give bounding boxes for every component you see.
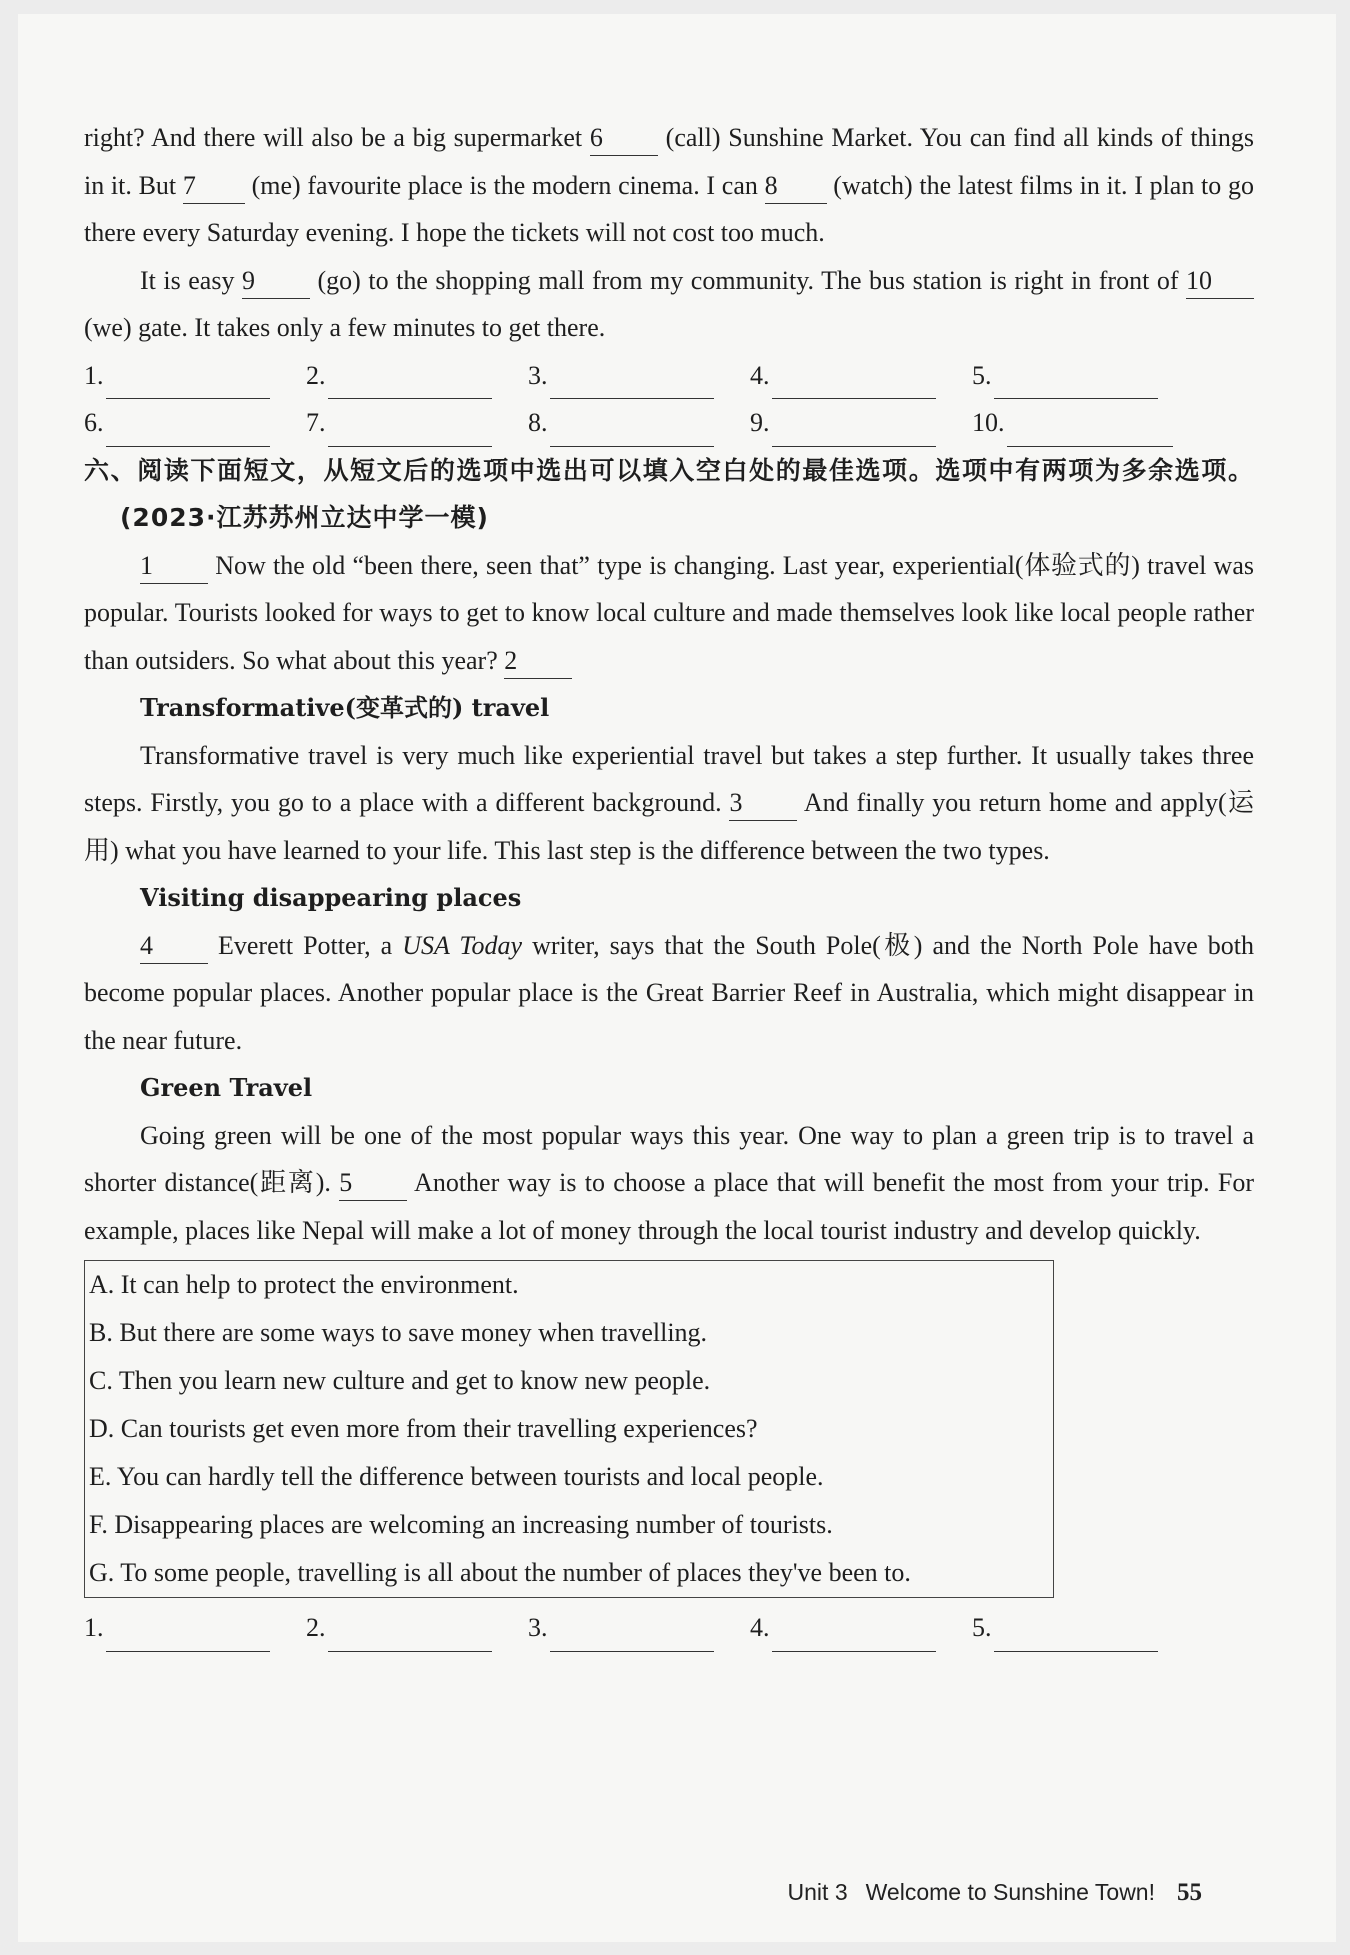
page-content (84, 114, 1254, 1652)
answer-line[interactable] (550, 416, 714, 447)
answer-line[interactable] (106, 368, 270, 399)
passage-paragraph (84, 257, 1254, 352)
answer-line[interactable] (772, 368, 936, 399)
passage-text: (watch) the latest films in it. I plan to go there every Saturday evening. I hope the tickets will not cost too much. (84, 170, 1254, 247)
answer-slot[interactable] (84, 399, 306, 447)
subheading: Transformative(变革式的) travel (140, 693, 550, 722)
answer-slot[interactable] (84, 352, 306, 400)
passage-paragraph (84, 1112, 1254, 1255)
passage-paragraph (84, 542, 1254, 685)
blank-10: 10 (1186, 264, 1254, 299)
answer-line[interactable] (994, 368, 1158, 399)
answer-slot[interactable] (972, 1604, 1194, 1652)
answer-slot[interactable] (972, 352, 1194, 400)
answer-line[interactable] (328, 416, 492, 447)
answer-number: 1. (84, 1613, 104, 1642)
answer-slot[interactable] (528, 352, 750, 400)
blank-4: 4 (140, 929, 208, 964)
option-item: C. Then you learn new culture and get to know new people. (89, 1366, 711, 1395)
passage-text: writer, says that the South Pole(极) and the North Pole have both become popular places. Another popular place is the Great Barrier Reef in Australia, which might disappear in the near future. (84, 930, 1255, 1055)
blank-1: 1 (140, 549, 208, 584)
answer-line[interactable] (550, 1621, 714, 1652)
publication-name: USA Today (402, 930, 523, 960)
answer-number: 9. (750, 408, 770, 437)
answer-number: 5. (972, 360, 992, 390)
page-number: 55 (1177, 1879, 1202, 1906)
page-footer (788, 1879, 1202, 1907)
answer-number: 1. (84, 360, 104, 390)
section-6-title: 六、阅读下面短文，从短文后的选项中选出可以填入空白处的最佳选项。选项中有两项为多余选项。(2023·江苏苏州立达中学一模) (84, 455, 1254, 532)
answer-number: 5. (972, 1613, 992, 1642)
answer-row (84, 1604, 1254, 1652)
footer-unit: Unit 3 (787, 1879, 848, 1905)
answer-line[interactable] (772, 416, 936, 447)
answer-slot[interactable] (306, 352, 528, 400)
passage-text: Another way is to choose a place that will benefit the most from your trip. For example, places like Nepal will make a lot of money through the local tourist industry and develop quickly. (84, 1168, 1255, 1245)
footer-title: Welcome to Sunshine Town! (865, 1879, 1155, 1905)
answer-number: 7. (306, 408, 326, 437)
blank-7: 7 (183, 169, 245, 204)
answer-slot[interactable] (528, 1604, 750, 1652)
answer-line[interactable] (328, 1621, 492, 1652)
option-item: B. But there are some ways to save money when travelling. (89, 1318, 708, 1347)
blank-5: 5 (339, 1166, 407, 1201)
answer-row (84, 352, 1254, 400)
subheading: Visiting disappearing places (140, 883, 522, 912)
answer-number: 4. (750, 360, 770, 390)
answer-line[interactable] (328, 368, 492, 399)
blank-6: 6 (590, 121, 658, 156)
answer-slot[interactable] (84, 1604, 306, 1652)
answer-line[interactable] (772, 1621, 936, 1652)
worksheet-page (18, 14, 1336, 1942)
answer-slot[interactable] (750, 1604, 972, 1652)
passage-text: (me) favourite place is the modern cinema. I can (244, 170, 765, 200)
answer-number: 10. (972, 408, 1005, 437)
passage-paragraph (84, 732, 1254, 875)
answer-number: 2. (306, 1613, 326, 1642)
answer-slot[interactable] (750, 352, 972, 400)
passage-text: Now the old “been there, seen that” type is changing. Last year, experiential(体验式的) travel was popular. Tourists looked for ways to get to know local culture and made themselves look like local people rather than outsiders. So what about this year? (84, 550, 1254, 675)
option-item: E. You can hardly tell the difference between tourists and local people. (89, 1462, 824, 1491)
subheading: Green Travel (140, 1073, 313, 1102)
answer-line[interactable] (550, 368, 714, 399)
answer-line[interactable] (106, 1621, 270, 1652)
passage-text: And finally you return home and apply(运用) what you have learned to your life. This last step is the difference between the two types. (84, 788, 1254, 865)
options-box (84, 1260, 1054, 1598)
passage-text: (go) to the shopping mall from my community. The bus station is right in front of (310, 265, 1187, 295)
answer-slot[interactable] (306, 1604, 528, 1652)
answer-line[interactable] (1007, 416, 1173, 447)
passage-text: Transformative travel is very much like experiential travel but takes a step further. It usually takes three steps. Firstly, you go to a place with a different background. (84, 740, 1254, 817)
answer-slot[interactable] (306, 399, 528, 447)
option-item: D. Can tourists get even more from their travelling experiences? (89, 1414, 758, 1443)
answer-number: 4. (750, 1613, 770, 1642)
answer-number: 3. (528, 1613, 548, 1642)
answer-number: 2. (306, 360, 326, 390)
option-item: A. It can help to protect the environment. (89, 1270, 519, 1299)
passage-paragraph (84, 922, 1254, 1065)
option-item: G. To some people, travelling is all about the number of places they've been to. (89, 1558, 911, 1587)
passage-text: It is easy (140, 265, 242, 295)
passage-text: (call) Sunshine Market. You can find all kinds of things in it. But (84, 123, 1254, 200)
passage-text: right? And there will also be a big supermarket (84, 123, 590, 152)
answer-slot[interactable] (972, 399, 1194, 447)
passage-text: (we) gate. It takes only a few minutes to get there. (84, 313, 606, 342)
blank-9: 9 (242, 264, 310, 299)
answer-number: 6. (84, 408, 104, 437)
answer-number: 8. (528, 408, 548, 437)
blank-2: 2 (504, 644, 572, 679)
answer-row (84, 399, 1254, 447)
blank-8: 8 (765, 169, 827, 204)
answer-number: 3. (528, 360, 548, 390)
passage-paragraph (84, 114, 1254, 257)
passage-text: Everett Potter, a (208, 930, 403, 960)
answer-line[interactable] (106, 416, 270, 447)
answer-slot[interactable] (750, 399, 972, 447)
blank-3: 3 (729, 786, 797, 821)
passage-text: Going green will be one of the most popular ways this year. One way to plan a green trip is to travel a shorter distance(距离). (84, 1120, 1254, 1197)
option-item: F. Disappearing places are welcoming an increasing number of tourists. (89, 1510, 833, 1539)
answer-slot[interactable] (528, 399, 750, 447)
answer-line[interactable] (994, 1621, 1158, 1652)
